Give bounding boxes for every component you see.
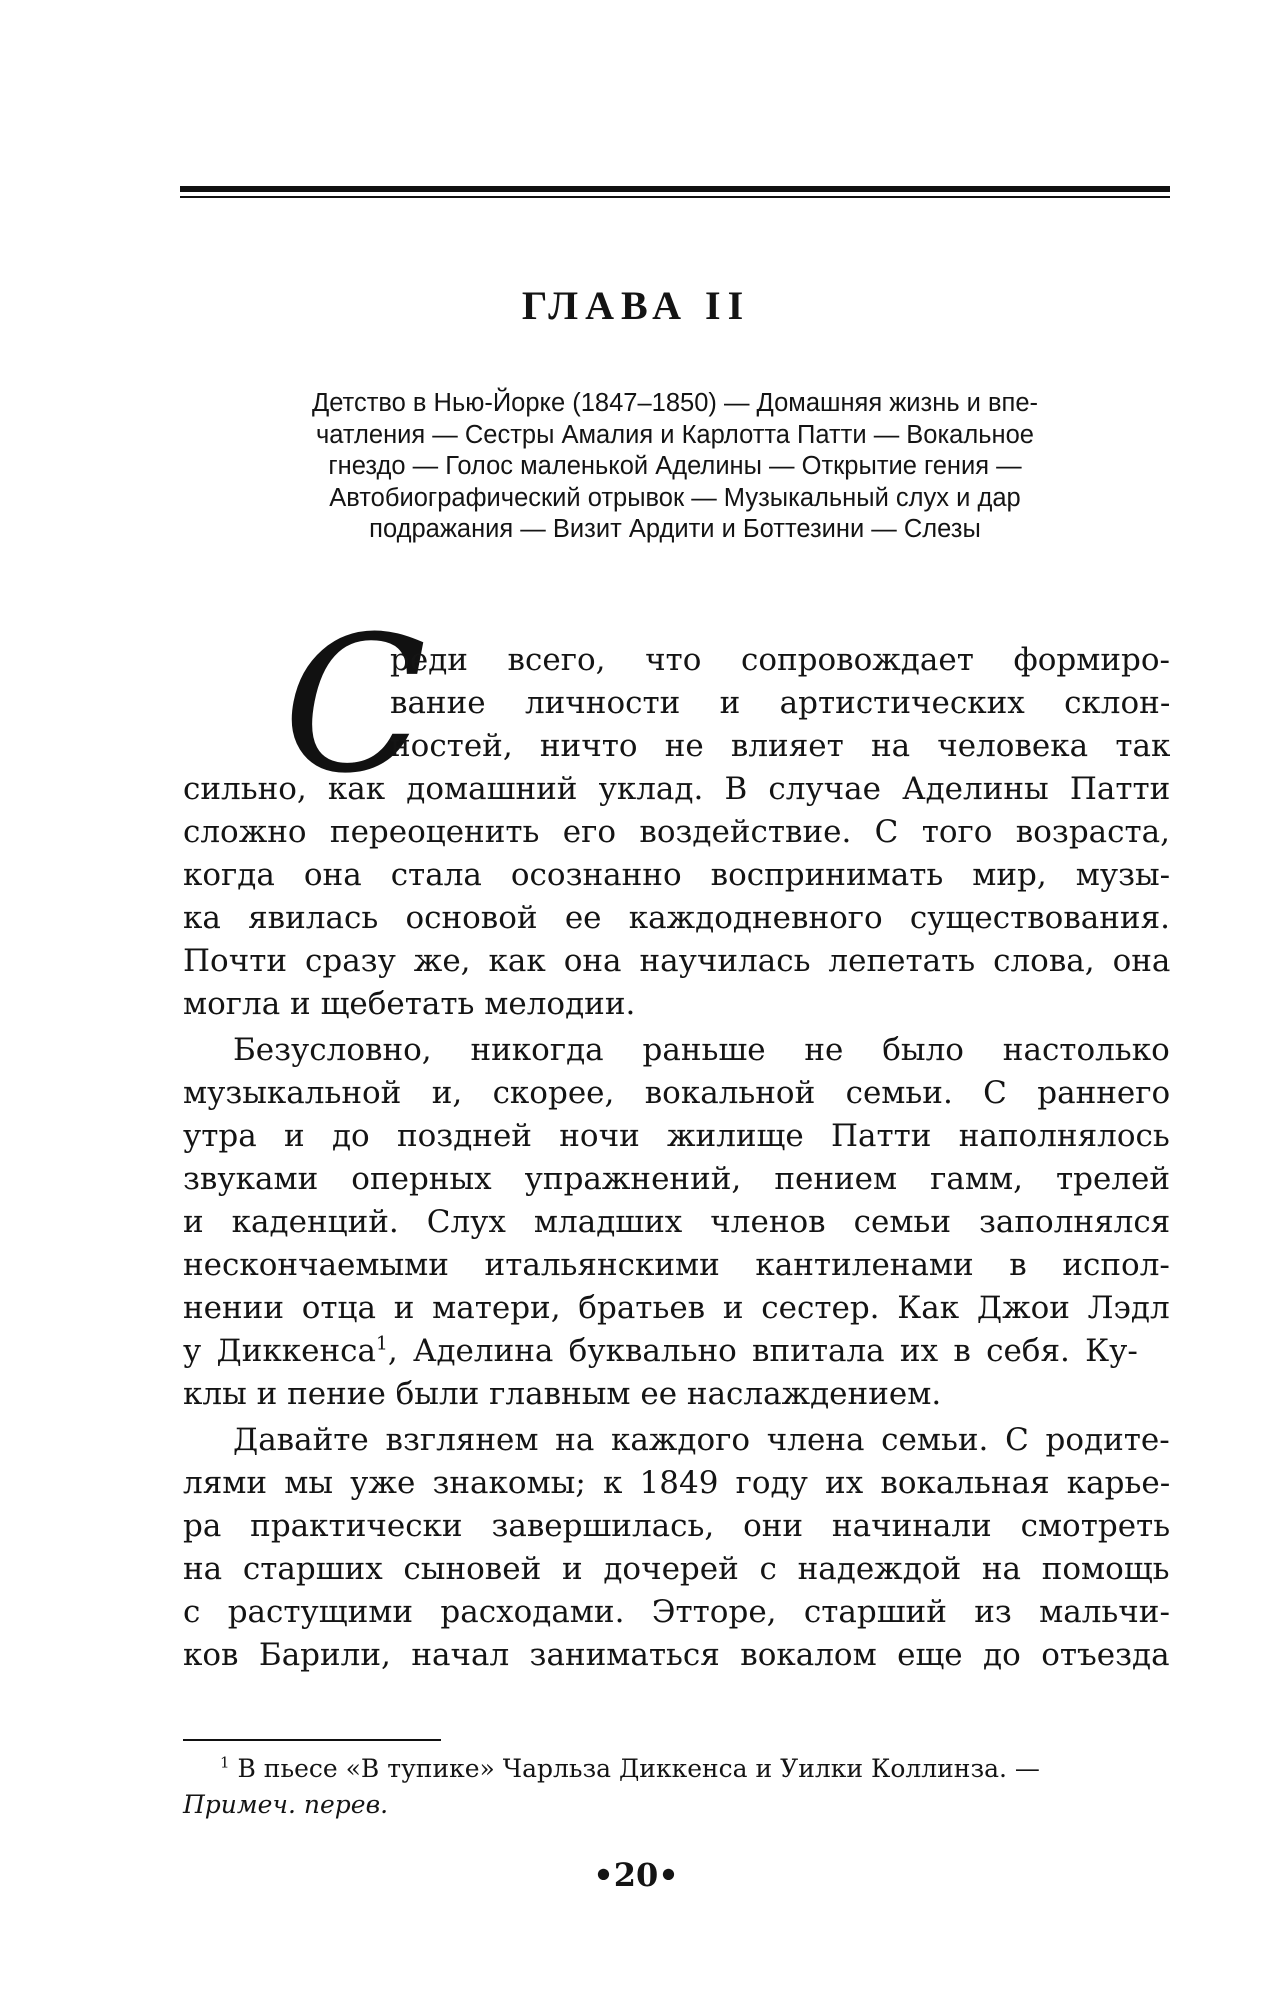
- body-line: Безусловно, никогда раньше не было настолько: [233, 1032, 1170, 1068]
- body-line: ков Барили, начал заниматься вокалом еще до отъезда: [183, 1637, 1170, 1673]
- body-line: ра практически завершилась, они начинали смотреть: [183, 1508, 1171, 1544]
- body-line: ностей, ничто не влияет на человека так: [390, 728, 1171, 764]
- body-line: вание личности и артистических склон-: [390, 685, 1171, 721]
- chapter-top-rule: [180, 186, 1170, 198]
- body-line: [183, 1331, 1138, 1371]
- body-line-text: у Диккенса: [183, 1333, 376, 1369]
- summary-line: гнездо — Голос маленькой Аделины — Открытие гения —: [328, 452, 1022, 480]
- summary-line: Автобиографический отрывок — Музыкальный слух и дар: [329, 483, 1021, 512]
- body-line: нении отца и матери, братьев и сестер. Как Джои Лэдл: [183, 1290, 1170, 1326]
- footnote-note-text: Примеч. перев.: [183, 1790, 389, 1819]
- chapter-summary: [270, 388, 1080, 546]
- body-line: когда она стала осознанно воспринимать мир, музы-: [183, 857, 1171, 893]
- body-line: сложно переоценить его воздействие. С того возраста,: [183, 814, 1171, 850]
- summary-line: подражания — Визит Ардити и Боттезини — Слезы: [369, 515, 981, 543]
- body-line: Давайте взглянем на каждого члена семьи. С родите-: [233, 1422, 1170, 1458]
- body-line: ка явилась основой ее каждодневного существования.: [183, 900, 1170, 936]
- body-line: с растущими расходами. Этторе, старший из мальчи-: [183, 1594, 1170, 1630]
- body-line: клы и пение были главным ее наслаждением.: [183, 1376, 942, 1412]
- footnote: [220, 1752, 1040, 1786]
- body-line: на старших сыновей и дочерей с надеждой на помощь: [183, 1551, 1170, 1587]
- body-line: и каденций. Слух младших членов семьи заполнялся: [183, 1204, 1171, 1240]
- body-line: нескончаемыми итальянскими кантиленами в испол-: [183, 1247, 1170, 1283]
- footnote-number: 1: [220, 1753, 230, 1772]
- body-line: утра и до поздней ночи жилище Патти наполнялось: [183, 1118, 1170, 1154]
- drop-cap: С: [283, 596, 427, 815]
- chapter-title: ГЛАВА II: [521, 283, 751, 328]
- footnote-ref[interactable]: 1: [376, 1333, 388, 1355]
- body-line: могла и щебетать мелодии.: [183, 986, 636, 1022]
- summary-line: Детство в Нью-Йорке (1847–1850) — Домашняя жизнь и впе-: [311, 389, 1039, 417]
- body-line: звуками оперных упражнений, пением гамм, трелей: [183, 1161, 1171, 1197]
- body-line-text: , Аделина буквально впитала их в себя. Ку-: [387, 1333, 1138, 1369]
- body-line: реди всего, что сопровождает формиро-: [390, 642, 1171, 678]
- body-line: лями мы уже знакомы; к 1849 году их вокальная карье-: [183, 1465, 1171, 1501]
- footnote-text: В пьесе «В тупике» Чарльза Диккенса и Уилки Коллинза. —: [229, 1754, 1040, 1783]
- footnote-rule: [183, 1739, 441, 1741]
- page-number: •20•: [593, 1856, 679, 1894]
- body-line: сильно, как домашний уклад. В случае Аделины Патти: [183, 771, 1171, 807]
- body-line: Почти сразу же, как она научилась лепетать слова, она: [183, 943, 1171, 979]
- summary-line: чатления — Сестры Амалия и Карлотта Патти — Вокальное: [316, 420, 1034, 449]
- footnote-note: [183, 1788, 388, 1822]
- body-line: музыкальной и, скорее, вокальной семьи. С раннего: [183, 1075, 1171, 1111]
